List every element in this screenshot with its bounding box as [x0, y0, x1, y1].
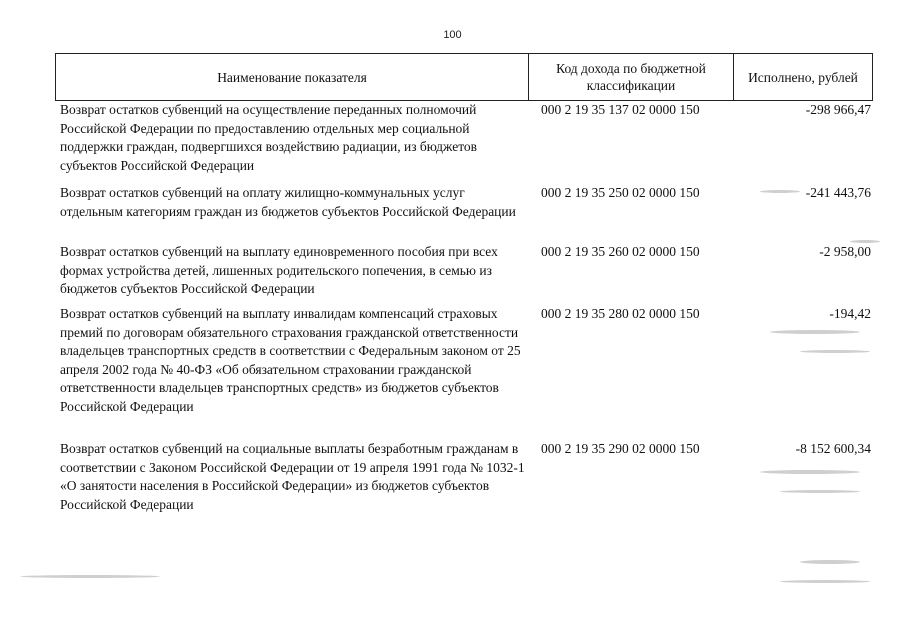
header-code: Код дохода по бюджетной классификации — [529, 54, 734, 100]
row-name: Возврат остатков субвенций на социальные выплаты безработным гражданам в соответствии с Законом Российской Федерации от 19 апреля 1991 года № 1032-1 «О занятости населения в Российской Федерации» из бюджетов субъектов Российской Федерации — [60, 441, 525, 512]
row-name: Возврат остатков субвенций на выплату единовременного пособия при всех формах устройства детей, лишенных родительского попечения, в семью из бюджетов субъектов Российской Федерации — [60, 244, 498, 296]
row-code: 000 2 19 35 290 02 0000 150 — [541, 441, 700, 456]
row-executed: -241 443,76 — [805, 185, 871, 200]
row-name: Возврат остатков субвенций на выплату инвалидам компенсаций страховых премий по договорам обязательного страхования гражданской ответственности владельцев транспортных средств в соответствии с Федеральным законом от 25 апреля 2002 года № 40-ФЗ «Об обязательном страховании гражданской ответственности владельцев транспортных средств» из бюджетов субъектов Российской Федерации — [60, 306, 521, 414]
row-code: 000 2 19 35 280 02 0000 150 — [541, 306, 700, 321]
row-code: 000 2 19 35 260 02 0000 150 — [541, 244, 700, 259]
row-executed: -8 152 600,34 — [795, 441, 871, 456]
row-name: Возврат остатков субвенций на оплату жилищно-коммунальных услуг отдельным категориям граждан из бюджетов субъектов Российской Федерации — [60, 185, 516, 219]
header-name: Наименование показателя — [56, 54, 529, 100]
row-executed: -2 958,00 — [819, 244, 871, 259]
row-executed: -298 966,47 — [805, 102, 871, 117]
row-code: 000 2 19 35 250 02 0000 150 — [541, 185, 700, 200]
row-executed: -194,42 — [829, 306, 871, 321]
table-header — [55, 53, 873, 101]
page-number: 100 — [443, 29, 462, 41]
row-name: Возврат остатков субвенций на осуществление переданных полномочий Российской Федерации по предоставлению отдельных мер социальной поддержки граждан, подвергшихся воздействию радиации, из бюджетов субъектов Российской Федерации — [60, 102, 478, 173]
row-code: 000 2 19 35 137 02 0000 150 — [541, 102, 700, 117]
header-executed: Исполнено, рублей — [748, 69, 858, 85]
